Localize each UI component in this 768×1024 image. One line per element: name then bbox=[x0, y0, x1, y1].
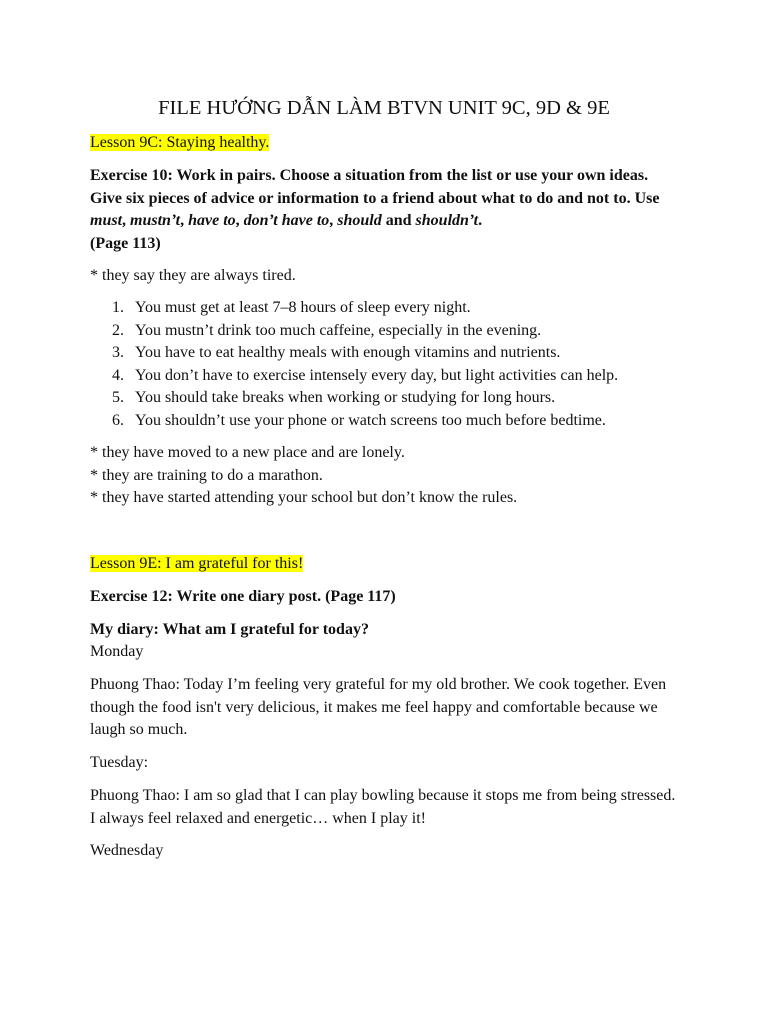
tuesday-entry: Phuong Thao: I am so glad that I can play bowling because it stops me from being stressed. I always feel relaxed and energetic… when I play it! bbox=[90, 787, 676, 827]
list-item bbox=[90, 365, 690, 388]
exercise-10-instructions bbox=[90, 165, 675, 255]
list-number: 2. bbox=[112, 321, 124, 339]
wednesday-label: Wednesday bbox=[90, 842, 164, 859]
monday-label: Monday bbox=[90, 643, 144, 660]
monday-entry: Phuong Thao: Today I’m feeling very grateful for my old brother. We cook together. Even though the food isn't very delicious, it makes me feel happy and comfortable because we laugh so much. bbox=[90, 676, 667, 738]
list-item-text: You mustn’t drink too much caffeine, especially in the evening. bbox=[135, 321, 542, 339]
tuesday-label: Tuesday: bbox=[90, 754, 149, 771]
list-number: 3. bbox=[112, 344, 124, 361]
list-item bbox=[90, 387, 690, 410]
list-item bbox=[90, 410, 690, 433]
keyword-mustnt: mustn’t bbox=[130, 212, 181, 229]
period: . bbox=[478, 212, 483, 229]
situation-lonely: * they have moved to a new place and are lonely. bbox=[90, 444, 405, 461]
separator: , bbox=[329, 212, 338, 229]
separator: , bbox=[235, 212, 244, 229]
list-number: 6. bbox=[112, 411, 124, 429]
keyword-should: should bbox=[337, 212, 382, 229]
list-number: 1. bbox=[112, 299, 124, 316]
other-situations bbox=[90, 442, 690, 510]
exercise-10-page: (Page 113) bbox=[90, 234, 161, 252]
situation-school-rules: * they have started attending your school but don’t know the rules. bbox=[90, 489, 518, 506]
separator: , bbox=[122, 212, 131, 229]
lesson-9e-heading bbox=[90, 553, 690, 576]
situation-marathon: * they are training to do a marathon. bbox=[90, 466, 323, 484]
list-item bbox=[90, 297, 690, 320]
list-item bbox=[90, 320, 690, 343]
list-item-text: You should take breaks when working or studying for long hours. bbox=[135, 389, 556, 406]
keyword-shouldnt: shouldn’t bbox=[415, 212, 479, 229]
lesson-9c-heading-text: Lesson 9C: Staying healthy. bbox=[90, 134, 270, 151]
list-item-text: You have to eat healthy meals with enough vitamins and nutrients. bbox=[135, 344, 561, 361]
diary-title: My diary: What am I grateful for today? bbox=[90, 621, 369, 638]
exercise-10-text: Exercise 10: Work in pairs. Choose a situation from the list or use your own ideas. Give six pieces of advice or information to a friend about what to do and not to. Use bbox=[90, 167, 660, 207]
list-item-text: You shouldn’t use your phone or watch screens too much before bedtime. bbox=[135, 411, 606, 429]
keyword-dont-have-to: don’t have to bbox=[243, 212, 330, 229]
list-number: 5. bbox=[112, 389, 124, 406]
exercise-12-instructions: Exercise 12: Write one diary post. (Page 117) bbox=[90, 588, 396, 605]
lesson-9c-heading bbox=[90, 132, 690, 155]
advice-list bbox=[90, 297, 690, 432]
separator: , bbox=[180, 212, 189, 229]
keyword-must: must bbox=[90, 212, 123, 229]
list-item bbox=[90, 342, 690, 365]
list-item-text: You must get at least 7–8 hours of sleep every night. bbox=[135, 299, 471, 316]
list-item-text: You don’t have to exercise intensely every day, but light activities can help. bbox=[135, 366, 619, 384]
document-title: FILE HƯỚNG DẪN LÀM BTVN UNIT 9C, 9D & 9E bbox=[158, 97, 610, 119]
lesson-9e-heading-text: Lesson 9E: I am grateful for this! bbox=[90, 555, 304, 572]
situation-tired: * they say they are always tired. bbox=[90, 267, 296, 284]
keyword-have-to: have to bbox=[188, 212, 236, 229]
list-number: 4. bbox=[112, 366, 124, 384]
separator: and bbox=[381, 212, 416, 229]
